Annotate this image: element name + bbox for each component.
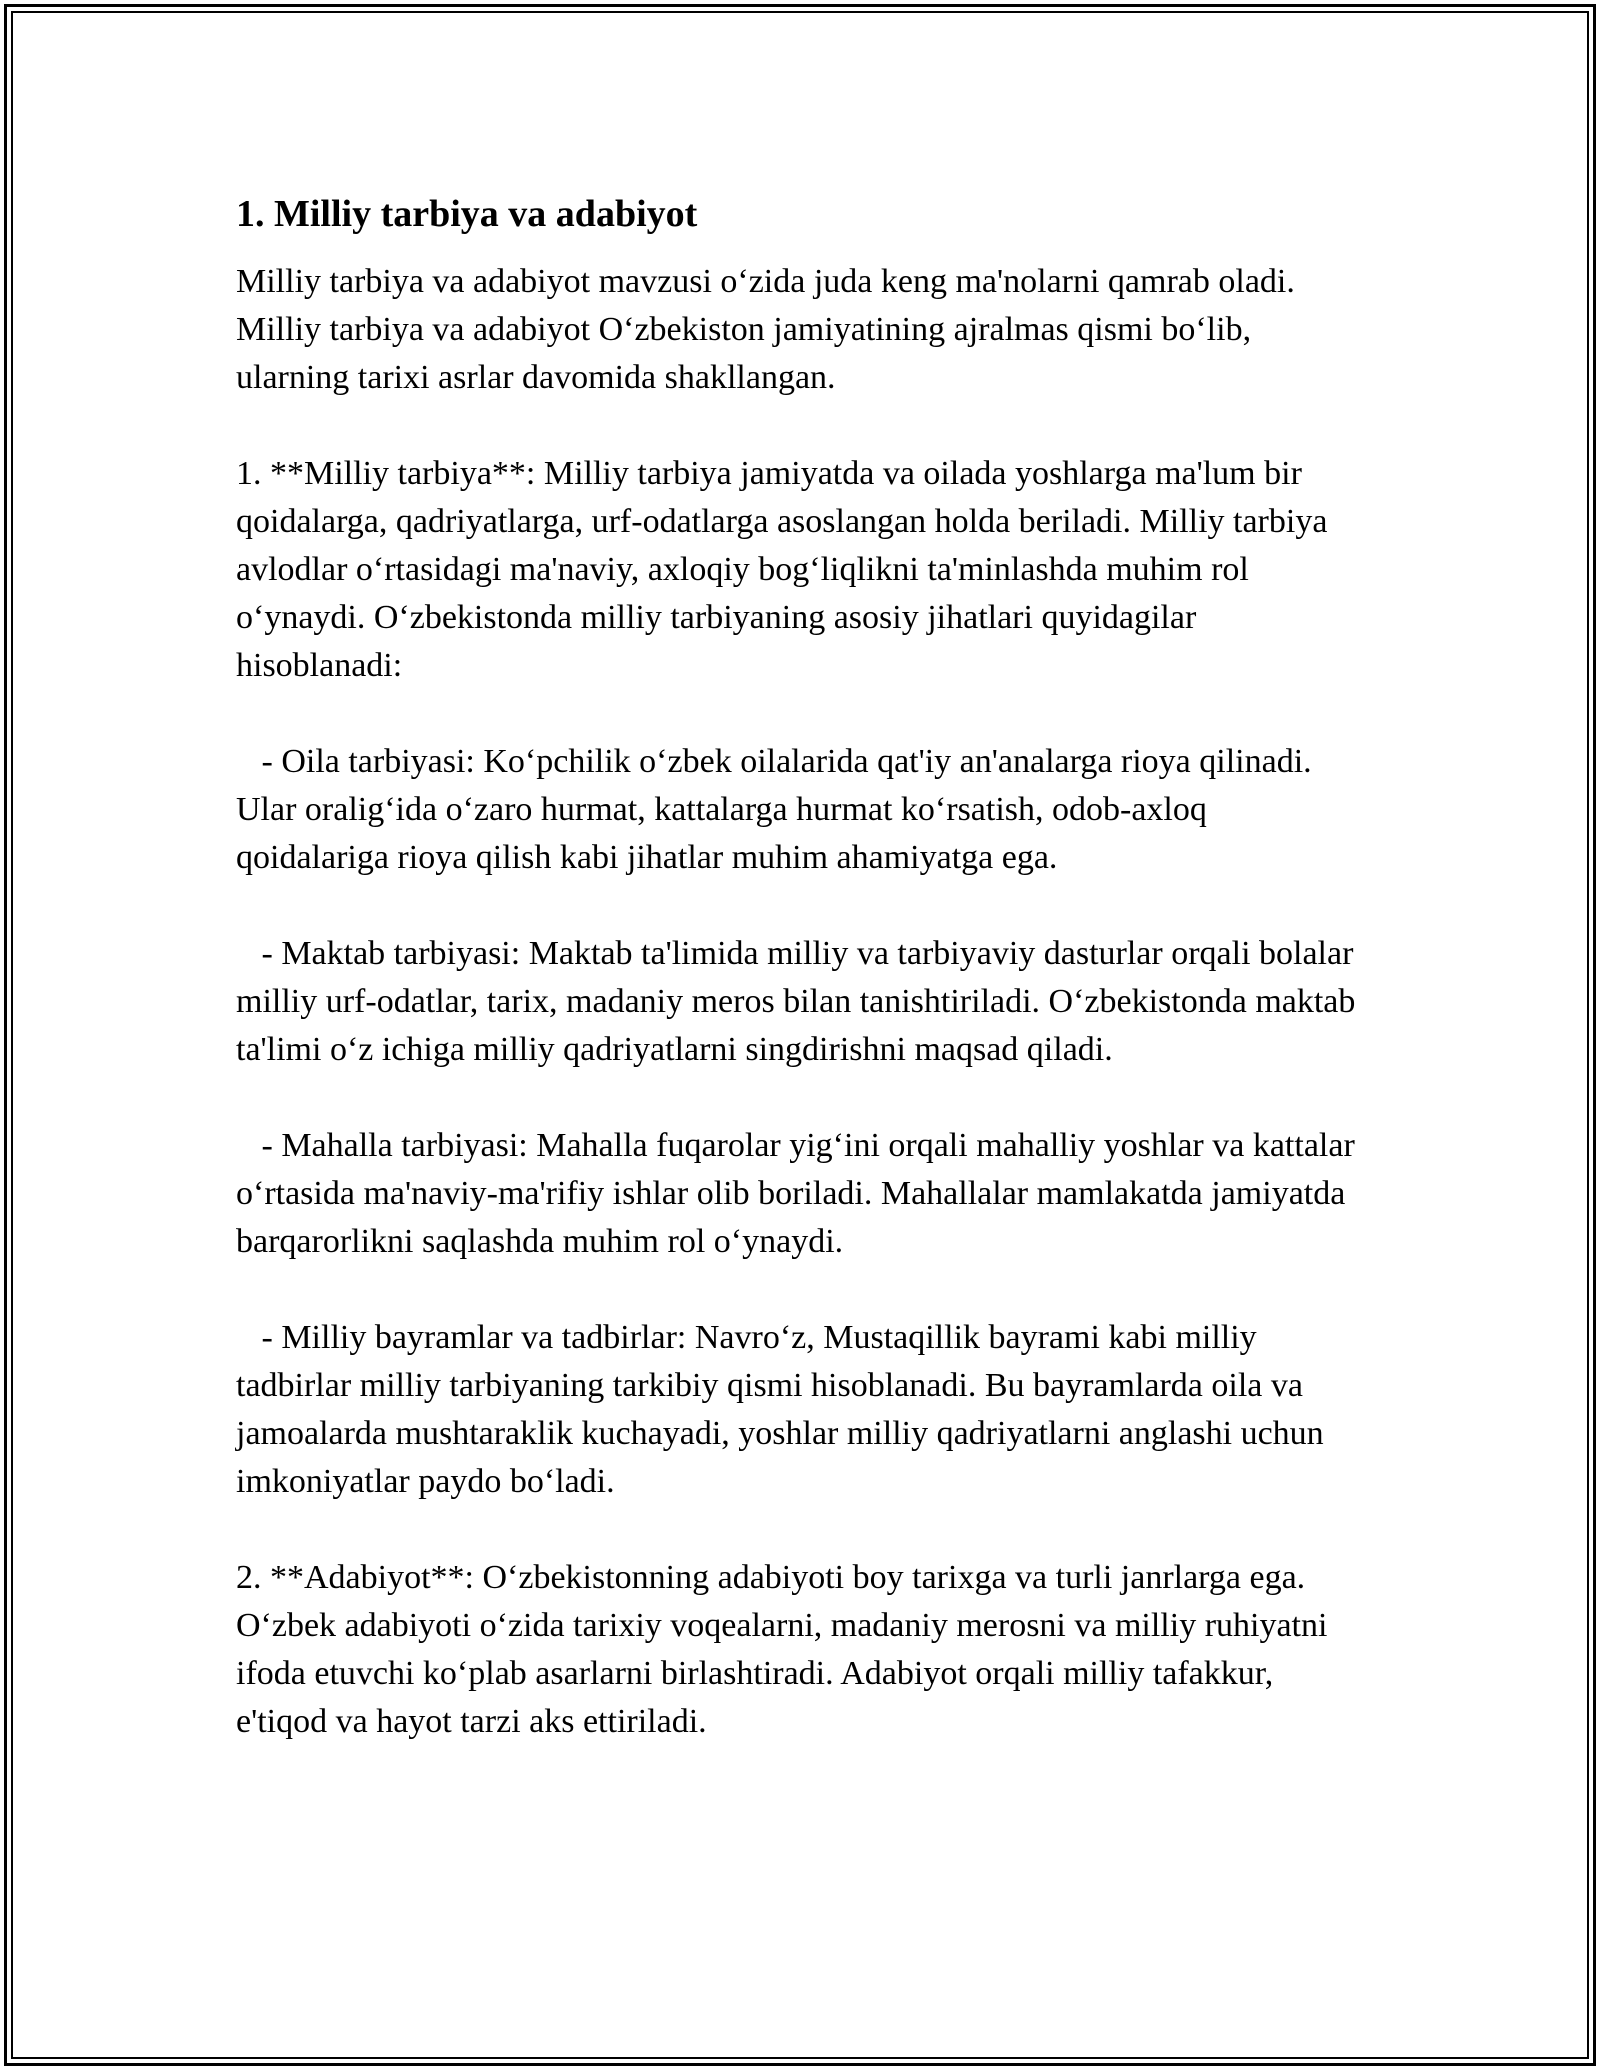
- paragraph-oila-tarbiyasi: - Oila tarbiyasi: Ko‘pchilik o‘zbek oilalarida qat'iy an'analarga rioya qilinadi. Ular oralig‘ida o‘zaro hurmat, kattalarga hurmat ko‘rsatish, odob-axloq qoidalariga rioya qilish kabi jihatlar muhim ahamiyatga ega.: [236, 743, 1321, 876]
- section-heading: 1. Milliy tarbiya va adabiyot: [236, 193, 698, 235]
- paragraph-maktab-tarbiyasi: - Maktab tarbiyasi: Maktab ta'limida milliy va tarbiyaviy dasturlar orqali bolalar milliy urf-odatlar, tarix, madaniy meros bilan tanishtiriladi. O‘zbekistonda maktab ta'limi o‘z ichiga milliy qadriyatlarni singdirishni maqsad qiladi.: [236, 935, 1364, 1068]
- paragraph-adabiyot: 2. **Adabiyot**: O‘zbekistonning adabiyoti boy tarixga va turli janrlarga ega. O‘zbek adabiyoti o‘zida tarixiy voqealarni, madaniy merosni va milliy ruhiyatni ifoda etuvchi ko‘plab asarlarni birlashtiradi. Adabiyot orqali milliy tafakkur, e'tiqod va hayot tarzi aks ettiriladi.: [236, 1559, 1336, 1740]
- paragraph-intro: Milliy tarbiya va adabiyot mavzusi o‘zida juda keng ma'nolarni qamrab oladi. Milliy tarbiya va adabiyot O‘zbekiston jamiyatining ajralmas qismi bo‘lib, ularning tarixi asrlar davomida shakllangan.: [236, 263, 1304, 396]
- document-body: [236, 186, 1366, 1794]
- paragraph-milliy-tarbiya: 1. **Milliy tarbiya**: Milliy tarbiya jamiyatda va oilada yoshlarga ma'lum bir qoidalarga, qadriyatlarga, urf-odatlarga asoslangan holda beriladi. Milliy tarbiya avlodlar o‘rtasidagi ma'naviy, axloqiy bog‘liqlikni ta'minlashda muhim rol o‘ynaydi. O‘zbekistonda milliy tarbiyaning asosiy jihatlari quyidagilar hisoblanadi:: [236, 455, 1336, 684]
- paragraph-mahalla-tarbiyasi: - Mahalla tarbiyasi: Mahalla fuqarolar yig‘ini orqali mahalliy yoshlar va kattalar o‘rtasida ma'naviy-ma'rifiy ishlar olib boriladi. Mahallalar mamlakatda jamiyatda barqarorlikni saqlashda muhim rol o‘ynaydi.: [236, 1127, 1364, 1260]
- paragraph-milliy-bayramlar: - Milliy bayramlar va tadbirlar: Navro‘z, Mustaqillik bayrami kabi milliy tadbirlar milliy tarbiyaning tarkibiy qismi hisoblanadi. Bu bayramlarda oila va jamoalarda mushtaraklik kuchayadi, yoshlar milliy qadriyatlarni anglashi uchun imkoniyatlar paydo bo‘ladi.: [236, 1319, 1333, 1500]
